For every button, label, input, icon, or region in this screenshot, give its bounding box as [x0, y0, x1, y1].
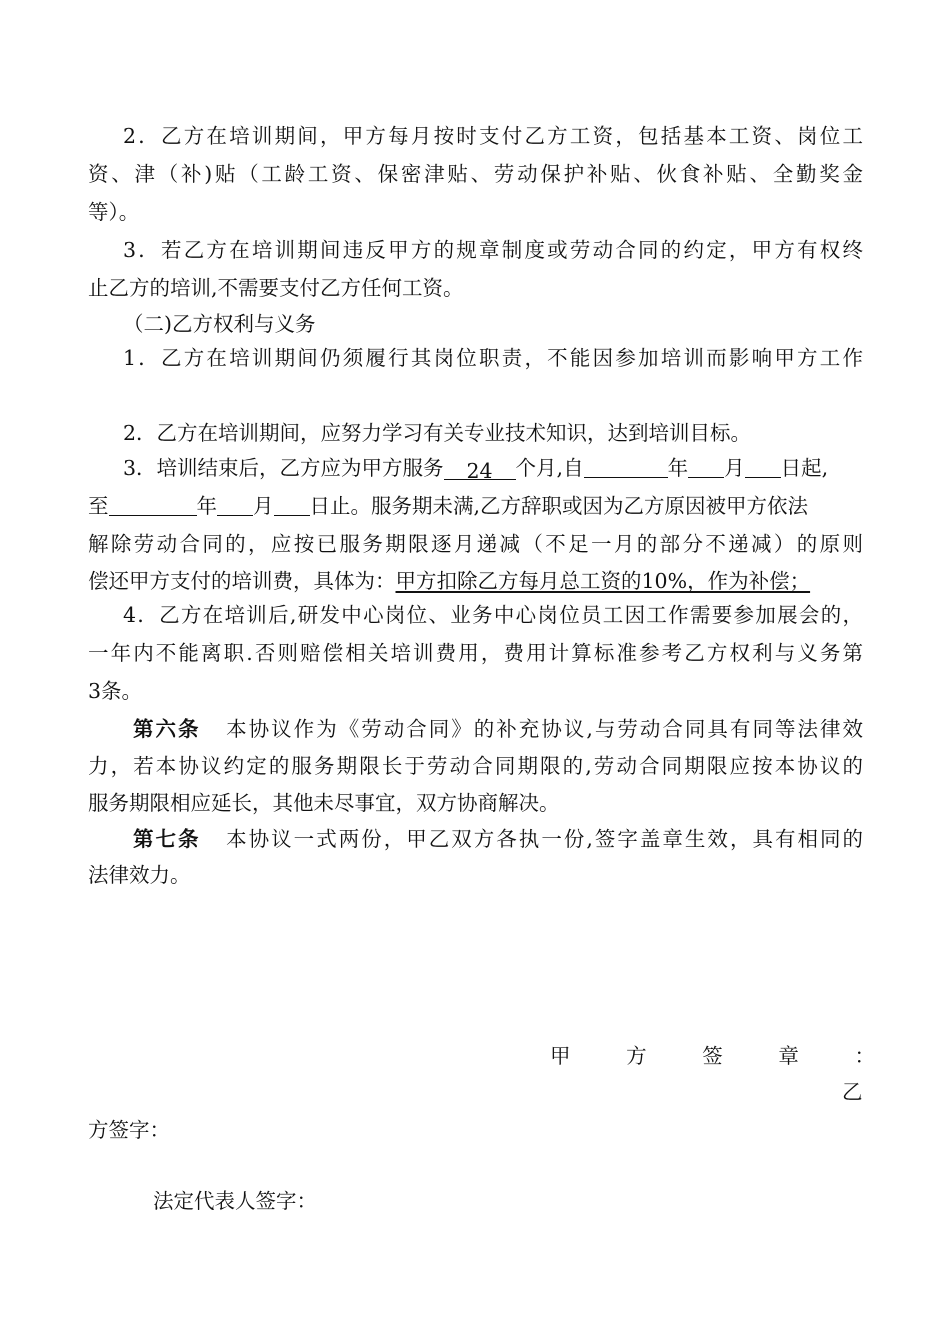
clause-3-line-1: 3．若乙方在培训期间违反甲方的规章制度或劳动合同的约定，甲方有权终: [123, 238, 863, 262]
end-month-field[interactable]: [217, 495, 253, 516]
article-6-line-3: 服务期限相应延长，其他未尽事宜，双方协商解决。: [88, 791, 560, 815]
article-6-line-2: 力，若本协议约定的服务期限长于劳动合同期限的,劳动合同期限应按本协议的: [88, 754, 863, 778]
service-text: 3．培训结束后，乙方应为甲方服务: [123, 456, 444, 480]
article-6-text: 本协议作为《劳动合同》的补充协议,与劳动合同具有同等法律效: [226, 717, 864, 741]
to-label: 至: [88, 494, 109, 518]
clause-2-line-3: 等）。: [88, 200, 140, 224]
clause-2-line-2: 资、津（补)贴（工龄工资、保密津贴、劳动保护补贴、伙食补贴、全勤奖金: [88, 162, 863, 186]
month-label: 月: [724, 456, 745, 480]
party-a-char: 签: [702, 1044, 723, 1068]
party-b-item-4-line-1: 4．乙方在培训后,研发中心岗位、业务中心岗位员工因工作需要参加展会的，: [123, 603, 863, 627]
article-7-label: 第七条: [133, 827, 201, 851]
months-unit: 个月,自: [515, 456, 584, 480]
months-value: 24: [466, 459, 493, 483]
repay-text: 偿还甲方支付的培训费，具体为：: [88, 569, 396, 593]
party-a-char: 甲: [550, 1044, 571, 1068]
party-b-item-4-line-3: 3条。: [88, 679, 143, 703]
party-b-signature-label-1: 乙: [842, 1080, 863, 1104]
months-field[interactable]: [444, 459, 516, 483]
legal-representative-signature-label: 法定代表人签字：: [153, 1189, 317, 1213]
clause-2-line-1: 2．乙方在培训期间，甲方每月按时支付乙方工资，包括基本工资、岗位工: [123, 124, 863, 148]
party-a-char: 章: [778, 1044, 799, 1068]
party-b-item-3-line-4: [88, 569, 863, 593]
month-label-2: 月: [253, 494, 274, 518]
party-b-item-1: 1．乙方在培训期间仍须履行其岗位职责，不能因参加培训而影响甲方工作: [123, 346, 863, 370]
year-label: 年: [667, 456, 689, 480]
end-day-field[interactable]: [274, 495, 310, 516]
start-month-field[interactable]: [688, 457, 724, 478]
party-b-item-4-line-2: 一年内不能离职.否则赔偿相关培训费用，费用计算标准参考乙方权利与义务第: [88, 641, 863, 665]
party-b-item-3-line-3: 解除劳动合同的，应按已服务期限逐月递减（不足一月的部分不递减）的原则: [88, 532, 863, 556]
year-label-2: 年: [196, 494, 217, 518]
party-a-char: 方: [626, 1044, 647, 1068]
clause-3-line-2: 止乙方的培训,不需要支付乙方任何工资。: [88, 276, 464, 300]
article-7-line-1: [133, 827, 863, 851]
party-b-item-3-line-2: [88, 494, 863, 518]
party-b-item-3-line-1: [123, 456, 863, 483]
start-year-field[interactable]: [584, 457, 668, 478]
day-from-label: 日起,: [780, 456, 829, 480]
end-year-field[interactable]: [109, 495, 197, 516]
party-a-signature-label: [550, 1044, 875, 1068]
repay-terms: 甲方扣除乙方每月总工资的10%，作为补偿；: [395, 569, 811, 593]
article-6-label: 第六条: [133, 717, 201, 741]
article-6-line-1: [133, 717, 863, 741]
article-7-line-2: 法律效力。: [88, 863, 191, 887]
party-b-signature-label-2: 方签字：: [88, 1118, 170, 1142]
start-day-field[interactable]: [745, 457, 781, 478]
day-to-text: 日止。服务期未满,乙方辞职或因为乙方原因被甲方依法: [309, 494, 809, 518]
article-7-text: 本协议一式两份，甲乙双方各执一份,签字盖章生效，具有相同的: [226, 827, 864, 851]
party-b-item-2: 2．乙方在培训期间，应努力学习有关专业技术知识，达到培训目标。: [123, 421, 752, 445]
section-heading-party-b: （二)乙方权利与义务: [123, 312, 316, 336]
party-a-char: ：: [854, 1044, 875, 1068]
